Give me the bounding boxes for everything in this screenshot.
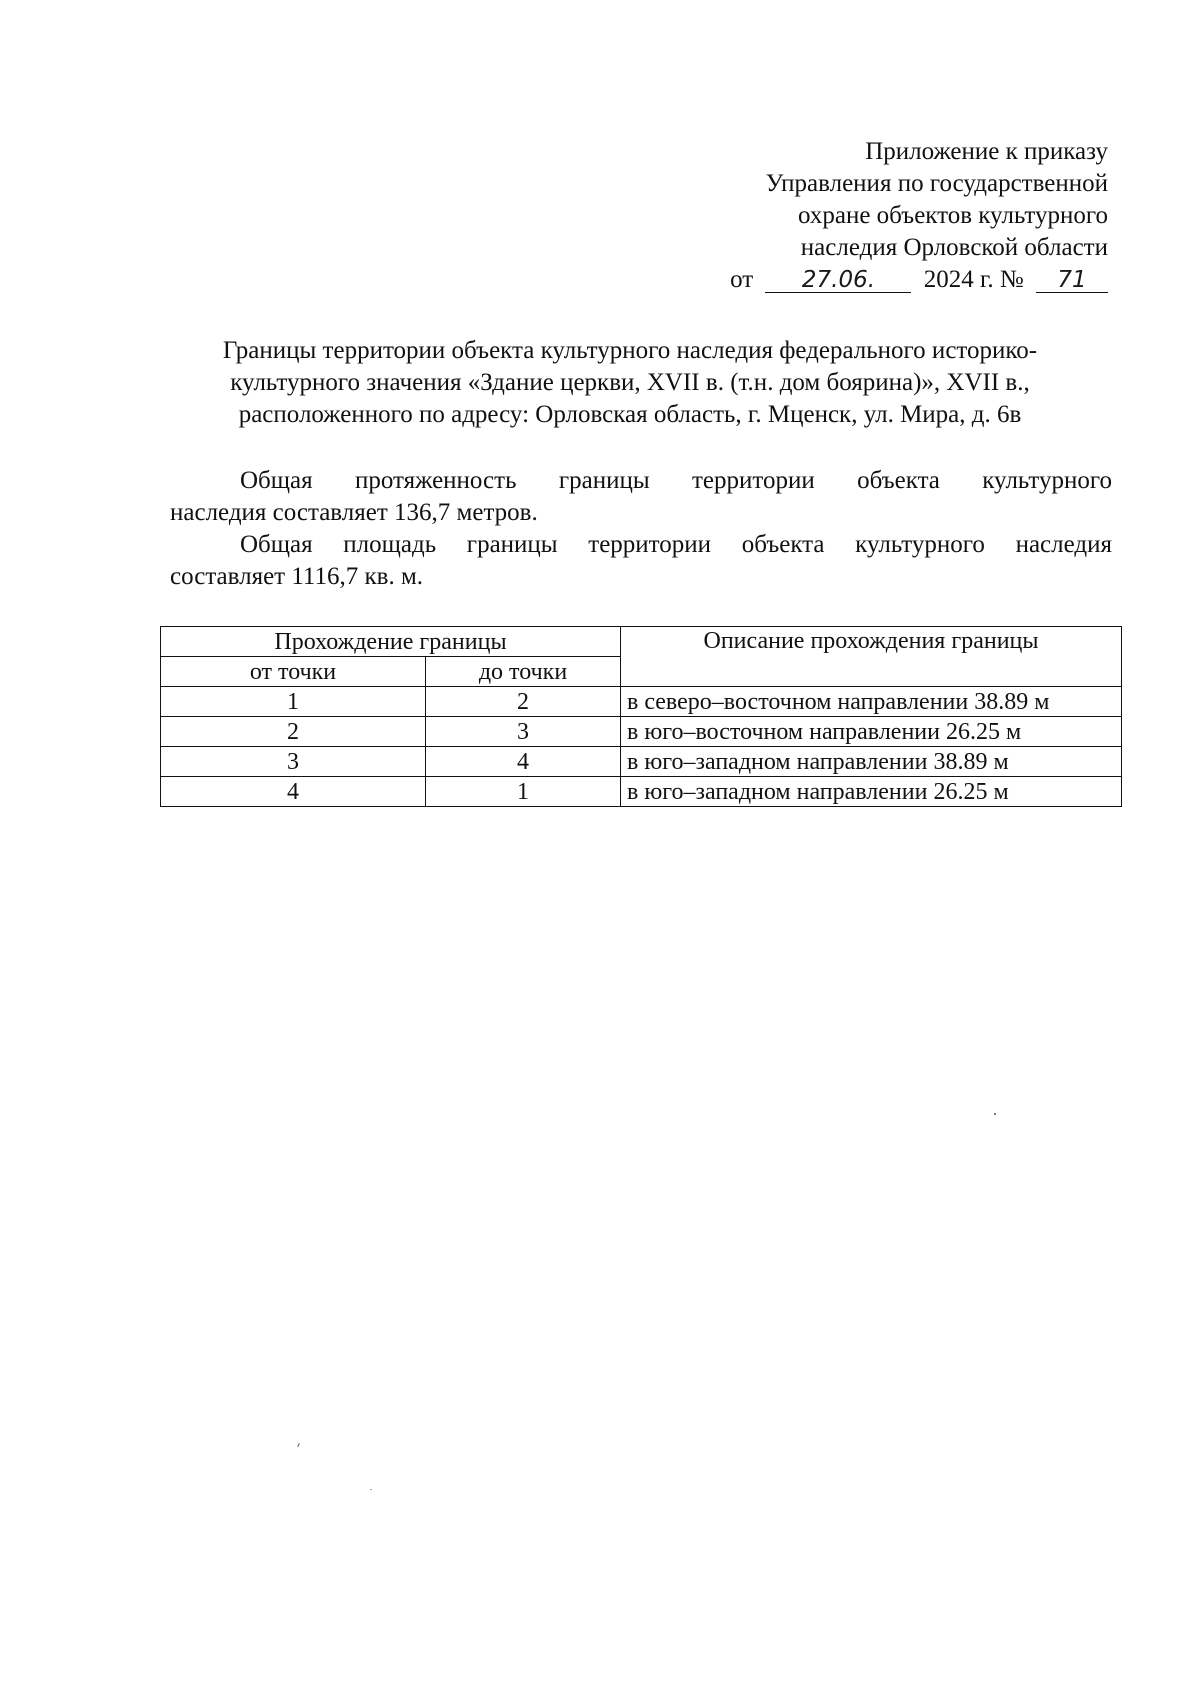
boundary-table: [160, 626, 1122, 807]
cell-description: в юго–восточном направлении 26.25 м: [621, 717, 1122, 747]
paragraph-first-line: Общая площадь границы территории объекта культурного наследия: [240, 531, 1112, 558]
handwritten-order-number: 71: [1036, 268, 1108, 293]
document-title: [150, 335, 1110, 431]
header-boundary-passage: Прохождение границы: [161, 627, 621, 657]
cell-from: 2: [161, 717, 426, 747]
date-prefix: от: [730, 266, 754, 293]
table-row: [161, 747, 1122, 777]
appendix-line: Приложение к приказу: [865, 138, 1108, 165]
scan-speck: [994, 1113, 996, 1115]
title-line: культурного значения «Здание церкви, XVII в. (т.н. дом боярина)», XVII в.,: [230, 369, 1030, 396]
title-line: расположенного по адресу: Орловская область, г. Мценск, ул. Мира, д. 6в: [238, 401, 1022, 428]
cell-to: 1: [426, 777, 621, 807]
paragraph-rest: наследия составляет 136,7 метров.: [170, 499, 538, 526]
boundary-area-paragraph: [170, 529, 1112, 593]
appendix-line: Управления по государственной: [765, 170, 1108, 197]
cell-to: 4: [426, 747, 621, 777]
scan-speck: [297, 1443, 300, 1447]
cell-description: в северо–восточном направлении 38.89 м: [621, 687, 1122, 717]
title-line: Границы территории объекта культурного наследия федерального историко-: [222, 337, 1038, 364]
order-date-line: [730, 264, 1108, 296]
header-from-point: от точки: [161, 657, 426, 687]
scan-speck: [370, 1489, 372, 1490]
year-text: 2024 г. №: [923, 266, 1024, 293]
table-row: [161, 717, 1122, 747]
appendix-header: [730, 136, 1108, 296]
table-row: [161, 687, 1122, 717]
cell-to: 2: [426, 687, 621, 717]
cell-from: 3: [161, 747, 426, 777]
cell-from: 1: [161, 687, 426, 717]
appendix-line: охране объектов культурного: [797, 202, 1108, 229]
cell-description: в юго–западном направлении 26.25 м: [621, 777, 1122, 807]
paragraph-first-line: Общая протяженность границы территории объекта культурного: [240, 467, 1112, 494]
header-description: Описание прохождения границы: [621, 627, 1122, 687]
cell-from: 4: [161, 777, 426, 807]
table-row: [161, 777, 1122, 807]
appendix-line: наследия Орловской области: [800, 234, 1108, 261]
cell-description: в юго–западном направлении 38.89 м: [621, 747, 1122, 777]
header-to-point: до точки: [426, 657, 621, 687]
handwritten-date: 27.06.: [765, 268, 911, 293]
cell-to: 3: [426, 717, 621, 747]
boundary-length-paragraph: [170, 465, 1112, 529]
table-header-row: [161, 627, 1122, 657]
paragraph-rest: составляет 1116,7 кв. м.: [170, 563, 424, 590]
